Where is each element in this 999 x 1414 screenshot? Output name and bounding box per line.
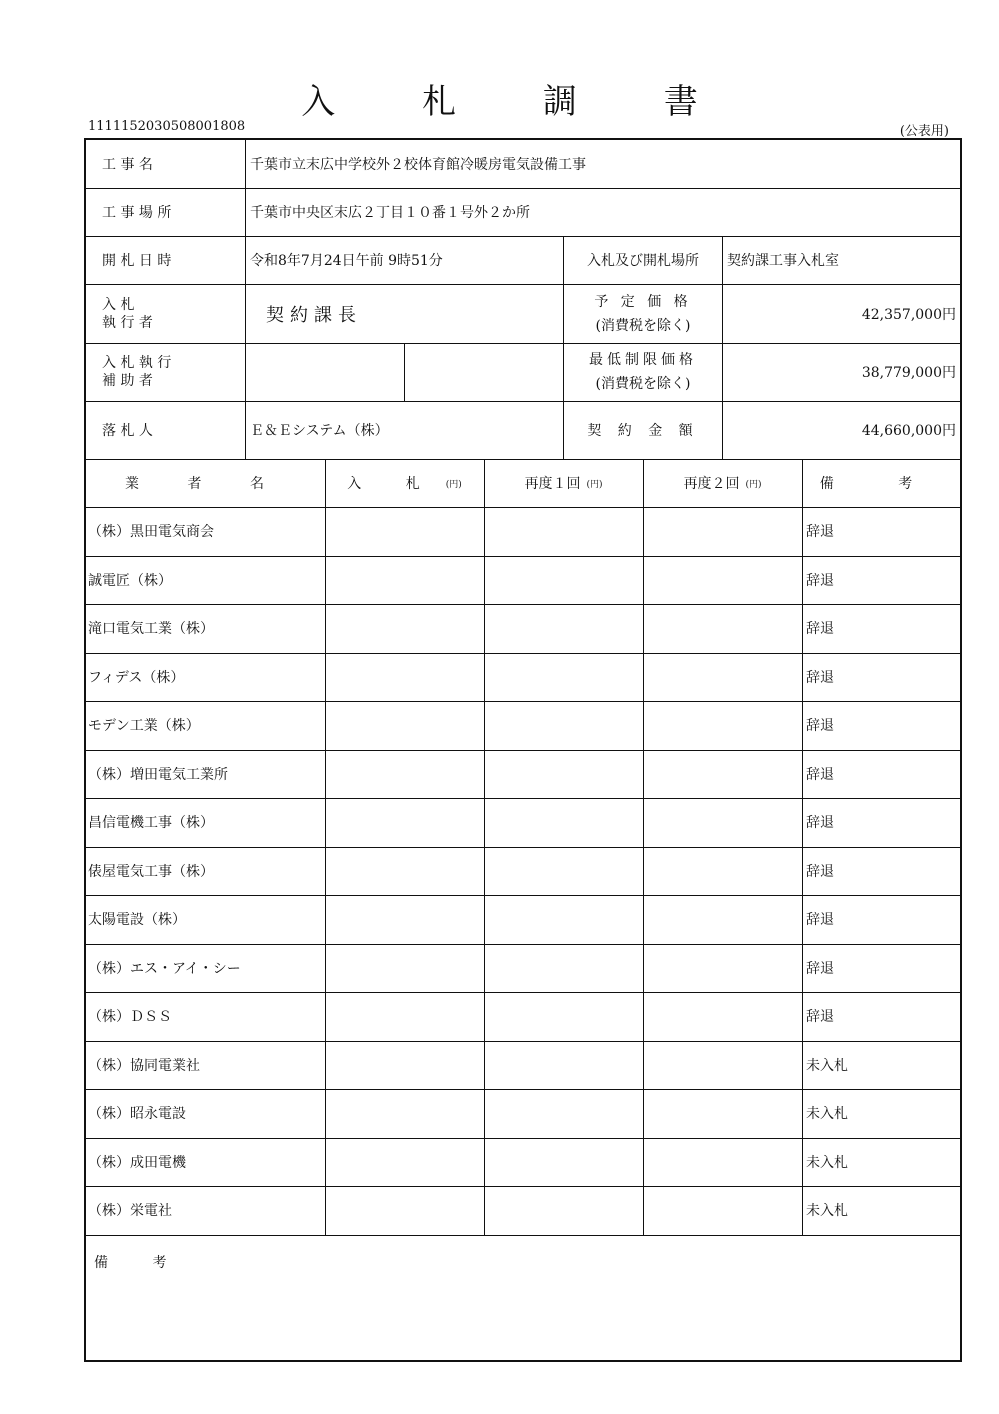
construction-site-label: 工 事 場 所 [102,205,172,221]
bidder-remarks: 未入札 [806,1203,848,1220]
contract-amount: 44,660,000円 [861,423,956,439]
bidder-name: 誠電匠（株） [88,572,172,589]
bidder-name: 俵屋電気工事（株） [88,863,214,880]
bidder-name: 滝口電気工業（株） [88,621,214,638]
bidder-remarks: 未入札 [806,1057,848,1074]
opening-datetime: 令和8年7月24日午前 9時51分 [250,253,443,269]
venue-label: 入札及び開札場所 [587,253,699,269]
bidder-name: （株）ＤＳＳ [88,1009,172,1026]
bidder-remarks: 辞退 [806,621,834,638]
bidder-remarks: 辞退 [806,572,834,589]
bidder-remarks: 未入札 [806,1154,848,1171]
column-bid: 入 札 (円) [347,476,462,492]
contract-amount-label: 契 約 金 額 [587,423,699,439]
footer-remarks-label: 備 考 [94,1255,187,1271]
bidder-remarks: 辞退 [806,718,834,735]
assistant-label: 入 札 執 行 補 助 者 [102,355,172,389]
winner: Ｅ＆Ｅシステム（株） [250,423,389,439]
page-title: 入 札 調 書 [301,82,736,122]
public-use-label: (公表用) [899,124,949,139]
column-rebid-2: 再度２回 (円) [683,476,762,492]
bidder-remarks: 辞退 [806,815,834,832]
bidder-name: （株）栄電社 [88,1203,172,1220]
min-price: 38,779,000円 [861,365,956,381]
construction-site: 千葉市中央区末広２丁目１０番１号外２か所 [250,205,530,221]
bidder-name: 昌信電機工事（株） [88,815,214,832]
bidder-name: （株）協同電業社 [88,1057,200,1074]
bidder-name: （株）昭永電設 [88,1106,186,1123]
bidder-remarks: 未入札 [806,1106,848,1123]
bidder-remarks: 辞退 [806,863,834,880]
bidder-name: （株）エス・アイ・シー [88,960,241,977]
executor-label: 入 札 執 行 者 [102,296,153,331]
opening-datetime-label: 開 札 日 時 [102,253,172,269]
bidder-remarks: 辞退 [806,1009,834,1026]
bidder-remarks: 辞退 [806,669,834,686]
bid-report-frame [84,138,962,1362]
min-price-label: 最低制限価格 (消費税を除く) [589,352,697,392]
bidder-remarks: 辞退 [806,912,834,929]
planned-price-label: 予 定 価 格 (消費税を除く) [594,293,692,334]
bidder-remarks: 辞退 [806,960,834,977]
bidder-name: 太陽電設（株） [88,912,186,929]
executor: 契約課長 [266,304,362,326]
column-bidder: 業 者 名 [125,476,286,492]
bidder-name: モデン工業（株） [88,718,200,735]
bidder-name: （株）増田電気工業所 [88,766,228,783]
construction-name: 千葉市立末広中学校外２校体育館冷暖房電気設備工事 [250,157,586,173]
bidder-name: フィデス（株） [88,669,185,686]
document-id: 1111152030508001808 [88,119,246,134]
bidder-remarks: 辞退 [806,524,834,541]
construction-name-label: 工 事 名 [102,157,153,173]
column-remarks: 備 考 [819,476,943,492]
bidder-remarks: 辞退 [806,766,834,783]
winner-label: 落 札 人 [102,423,153,439]
venue: 契約課工事入札室 [727,253,839,269]
bidder-name: （株）黒田電気商会 [88,524,214,541]
column-rebid-1: 再度１回 (円) [524,476,603,492]
planned-price: 42,357,000円 [861,306,956,323]
bidder-name: （株）成田電機 [88,1154,186,1171]
